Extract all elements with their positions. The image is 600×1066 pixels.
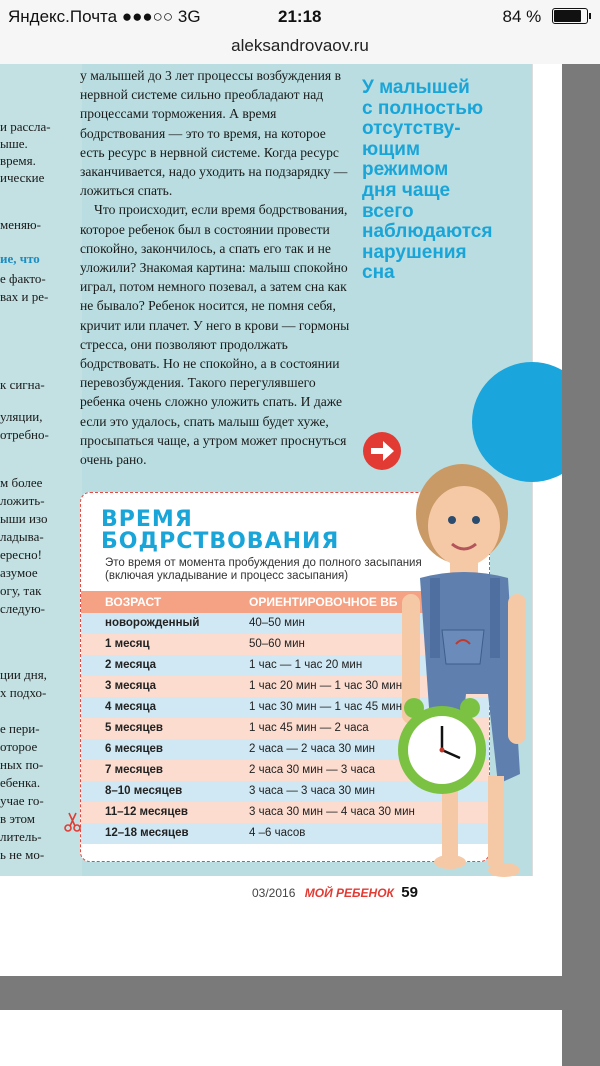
left-line: огу, так — [0, 583, 42, 598]
row-time: 1 час 30 мин — 1 час 45 мин — [249, 701, 403, 713]
row-time: 2 часа 30 мин — 3 часа — [249, 764, 376, 776]
article-body — [80, 66, 352, 469]
left-line: е факто- — [0, 271, 46, 286]
left-line: ересно! — [0, 547, 42, 562]
magazine-name: МОЙ РЕБЕНОК — [304, 886, 394, 900]
row-age: 4 месяца — [105, 701, 157, 713]
left-line: вах и ре- — [0, 289, 49, 304]
row-age: новорожденный — [105, 617, 200, 629]
left-line: ебенка. — [0, 775, 41, 790]
row-age: 11–12 месяцев — [105, 806, 188, 818]
left-line: меняю- — [0, 217, 41, 232]
pull-quote-line: сна — [362, 262, 395, 284]
pull-quote-line: режимом — [362, 159, 449, 181]
viewer-margin — [562, 64, 600, 1066]
left-line: в этом — [0, 811, 35, 826]
url-text[interactable]: aleksandrovaov.ru — [231, 36, 369, 55]
infobox-title-line: БОДРСТВОВАНИЯ — [101, 529, 340, 554]
issue-number: 03/2016 — [252, 886, 296, 900]
left-line: ции дня, — [0, 667, 47, 682]
pull-quote-line: ющим — [362, 138, 420, 160]
carrier-signal: Яндекс.Почта ●●●○○ 3G — [8, 7, 201, 26]
status-bar — [0, 0, 600, 34]
battery-percent: 84 % — [502, 7, 542, 26]
row-time: 1 час — 1 час 20 мин — [249, 659, 363, 671]
magazine-page — [0, 64, 562, 976]
left-line: м более — [0, 475, 43, 490]
row-age: 8–10 месяцев — [105, 785, 183, 797]
row-time: 3 часа — 3 часа 30 мин — [249, 785, 376, 797]
left-line: ыши изо — [0, 511, 48, 526]
left-line: и рассла- — [0, 119, 51, 134]
scissors-icon — [64, 812, 82, 832]
battery-icon — [552, 8, 588, 24]
row-age: 7 месяцев — [105, 764, 163, 776]
left-line: оторое — [0, 739, 38, 754]
pull-quote-line: дня чаще — [362, 179, 451, 201]
left-line: е пери- — [0, 721, 40, 736]
row-age: 1 месяц — [105, 638, 150, 650]
left-line: ложить- — [0, 493, 45, 508]
pull-quote-line: отсутству- — [362, 118, 461, 140]
battery-indicator — [503, 7, 588, 27]
left-line: следую- — [0, 601, 46, 616]
next-page-preview — [0, 1010, 562, 1066]
pull-quote-line: У малышей — [362, 77, 470, 98]
pull-quote-line: с полностью — [362, 97, 484, 119]
article-paragraph: Что происходит, если время бодрствования, которое ребенок был в состоянии провести спокойно, закончилось, а спать его так и не уложили? Знакомая картина: малыш спокойно играл, потом немного позевал, а затем сна как не бывало? Ребенок носится, не помня себя, кричит или плачет. У него в крови — гормоны стресса, они позволяют продолжать бодрствовать. Но не спокойно, а в состоянии перевозбуждения. Такого перегулявшего ребенка очень сложно уложить спать. И даже если это удалось, спать малыш будет хуже, просыпаться чаще, а утром может проснуться очень рано. — [80, 202, 350, 468]
column-header-age: ВОЗРАСТ — [105, 595, 162, 609]
row-time: 40–50 мин — [249, 617, 305, 629]
left-line: х подхо- — [0, 685, 47, 700]
left-line: ические — [0, 170, 45, 185]
row-age: 3 месяца — [105, 680, 157, 692]
row-time: 3 часа 30 мин — 4 часа 30 мин — [249, 806, 415, 818]
left-line: литель- — [0, 829, 42, 844]
pull-quote-line: наблюдаются — [362, 221, 493, 243]
row-time: 2 часа — 2 часа 30 мин — [249, 743, 376, 755]
address-bar[interactable] — [0, 34, 600, 65]
infobox-title — [101, 509, 339, 553]
left-line: уляции, — [0, 409, 43, 424]
row-time: 1 час 45 мин — 2 часа — [249, 722, 369, 734]
pull-quote-line: всего — [362, 200, 414, 222]
infobox-subtitle: Это время от момента пробуждения до полного засыпания (включая укладывание и процесс засыпания) — [105, 557, 422, 582]
row-time: 50–60 мин — [249, 638, 305, 650]
left-line: ладыва- — [0, 529, 44, 544]
page-number: 59 — [401, 884, 418, 901]
left-line: ыше. — [0, 136, 28, 151]
row-time: 4 –6 часов — [249, 827, 306, 839]
left-line: ь не мо- — [0, 847, 45, 862]
column-header-time: ОРИЕНТИРОВОЧНОЕ ВБ — [249, 595, 398, 609]
pull-quote — [362, 78, 532, 284]
page-gap — [0, 976, 600, 1010]
article-paragraph: у малышей до 3 лет процессы возбуждения в нервной системе сильно преобладают над процессами торможения. А время бодрствования — это то время, на которое есть ресурс в нервной системе. Когда ресурс заканчивается, надо уходить на подзарядку — ложиться спать. — [80, 68, 348, 199]
pull-quote-line: нарушения — [362, 241, 467, 263]
infobox-title-line: ВРЕМЯ — [101, 507, 193, 532]
left-line: ие, что — [0, 251, 40, 266]
child-with-clock-photo — [380, 454, 550, 884]
row-age: 2 месяца — [105, 659, 157, 671]
left-line: отребно- — [0, 427, 49, 442]
left-line: ных по- — [0, 757, 44, 772]
left-line: к сигна- — [0, 377, 45, 392]
row-age: 6 месяцев — [105, 743, 163, 755]
row-age: 5 месяцев — [105, 722, 163, 734]
page-footer — [252, 884, 418, 901]
row-age: 12–18 месяцев — [105, 827, 189, 839]
left-line: азумое — [0, 565, 38, 580]
left-line: время. — [0, 153, 36, 168]
left-line: учае го- — [0, 793, 44, 808]
clock: 21:18 — [278, 7, 322, 26]
row-time: 1 час 20 мин — 1 час 30 мин — [249, 680, 403, 692]
